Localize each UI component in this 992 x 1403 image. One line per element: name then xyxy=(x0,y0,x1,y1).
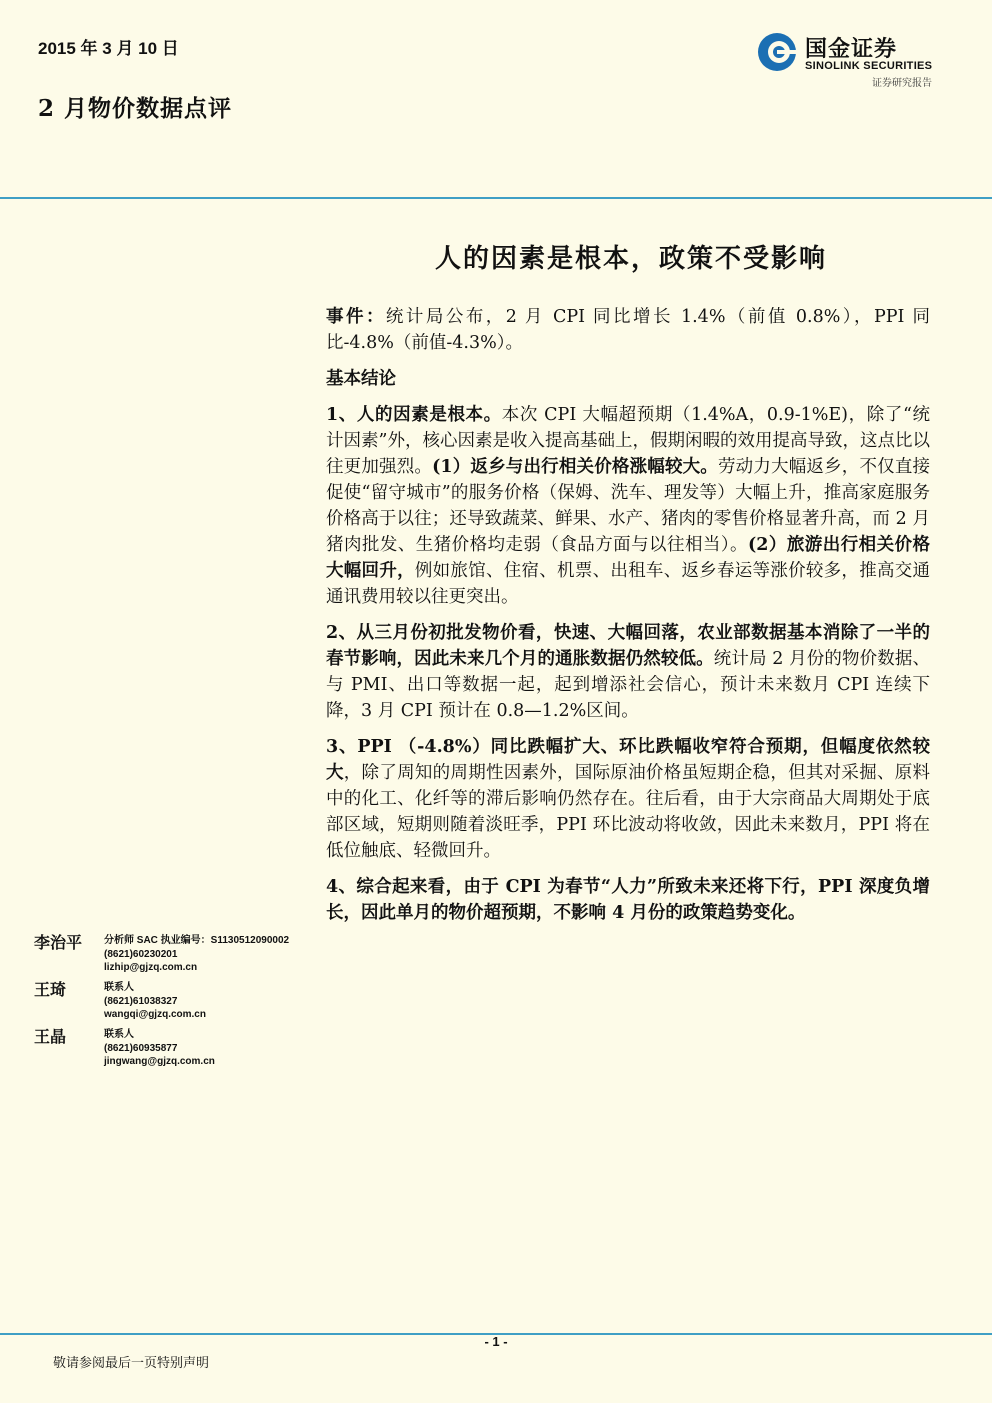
analyst-entry xyxy=(34,977,314,1024)
analyst-name: 王琦 xyxy=(34,980,67,999)
conclusion-1-point-2: (2）旅游出行相关价格大幅回升， xyxy=(326,535,930,581)
conclusion-1-lead: 1、人的因素是根本。 xyxy=(326,405,502,425)
conclusion-3-lead: 3、PPI （-4.8%）同比跌幅扩大、环比跌幅收窄符合预期，但幅度依然较大 xyxy=(326,737,930,783)
conclusion-3-text: ，除了周知的周期性因素外，国际原油价格虽短期企稳，但其对采掘、原料中的化工、化纤等的滞后影响仍然存在。往后看，由于大宗商品大周期处于底部区域，短期则随着淡旺季，PPI 环比波动将收敛，因此未来数月，PPI 将在低位触底、轻微回升。 xyxy=(326,763,931,861)
analyst-contact xyxy=(104,934,289,975)
event-text: 统计局公布，2 月 CPI 同比增长 1.4%（前值 0.8%），PPI 同比-4.8%（前值-4.3%）。 xyxy=(326,307,931,353)
analyst-list xyxy=(34,930,314,1071)
analyst-name: 李治平 xyxy=(34,933,83,952)
disclaimer: 敬请参阅最后一页特别声明 xyxy=(53,1356,210,1371)
event-paragraph xyxy=(326,304,930,356)
conclusion-1-text: 本次 CPI 大幅超预期（1.4%A，0.9-1%E)，除了“统计因素”外，核心因素是收入提高基础上，假期闲暇的效用提高导致，这点比以往更加强烈。 xyxy=(326,405,930,477)
analyst-role: 分析师 SAC 执业编号：S1130512090002 xyxy=(104,935,290,946)
conclusion-1 xyxy=(326,402,930,610)
analyst-phone: (8621)60935877 xyxy=(104,1042,178,1054)
analyst-name: 王晶 xyxy=(34,1027,67,1046)
analyst-role: 联系人 xyxy=(104,982,134,993)
analyst-email[interactable]: jingwang@gjzq.com.cn xyxy=(104,1056,215,1067)
logo-subtitle: 证券研究报告 xyxy=(872,78,932,89)
conclusion-2 xyxy=(326,620,930,724)
analyst-phone: (8621)60230201 xyxy=(104,948,178,960)
event-label: 事件： xyxy=(326,307,386,327)
analyst-email[interactable]: wangqi@gjzq.com.cn xyxy=(104,1009,206,1020)
report-body xyxy=(326,304,930,936)
conclusion-heading: 基本结论 xyxy=(326,369,396,389)
conclusion-3 xyxy=(326,734,930,864)
conclusion-1-text-2: 劳动力大幅返乡，不仅直接促使“留守城市”的服务价格（保姆、洗车、理发等）大幅上升，推高家庭服务价格高于以往；还导致蔬菜、鲜果、水产、猪肉的零售价格显著升高，而 2 月猪肉批发、生猪价格均走弱（食品方面与以往相当）。 xyxy=(326,457,931,555)
conclusion-4-lead: 4、综合起来看，由于 CPI 为春节“人力”所致未来还将下行，PPI 深度负增长，因此单月的物价超预期，不影响 4 月份的政策趋势变化。 xyxy=(326,877,930,923)
report-title: 2 月物价数据点评 xyxy=(38,95,233,122)
conclusion-4 xyxy=(326,874,930,926)
analyst-entry xyxy=(34,1024,314,1071)
analyst-phone: (8621)61038327 xyxy=(104,995,178,1007)
analyst-email[interactable]: lizhip@gjzq.com.cn xyxy=(104,962,198,973)
headline: 人的因素是根本，政策不受影响 xyxy=(434,244,827,274)
conclusion-1-text-3: 例如旅馆、住宿、机票、出租车、返乡春运等涨价较多，推高交通通讯费用较以往更突出。 xyxy=(326,561,931,607)
page-number: - 1 - xyxy=(484,1334,508,1349)
analyst-contact xyxy=(104,981,206,1022)
analyst-entry xyxy=(34,930,314,977)
header-divider xyxy=(0,197,992,199)
company-logo xyxy=(757,30,947,90)
logo-name-en: SINOLINK SECURITIES xyxy=(805,60,933,72)
conclusion-1-point-1: (1）返乡与出行相关价格涨幅较大。 xyxy=(432,457,718,477)
logo-name-cn: 国金证券 xyxy=(805,37,898,62)
report-date: 2015 年 3 月 10 日 xyxy=(38,39,179,58)
conclusion-2-text: 统计局 2 月份的物价数据、与 PMI、出口等数据一起，起到增添社会信心，预计未来数月 CPI 连续下降，3 月 CPI 预计在 0.8—1.2%区间。 xyxy=(326,649,931,721)
analyst-contact xyxy=(104,1028,215,1069)
logo-mark-icon xyxy=(757,32,797,72)
conclusion-2-lead: 2、从三月份初批发物价看，快速、大幅回落，农业部数据基本消除了一半的春节影响，因此未来几个月的通胀数据仍然较低。 xyxy=(326,623,930,669)
analyst-role: 联系人 xyxy=(104,1029,134,1040)
